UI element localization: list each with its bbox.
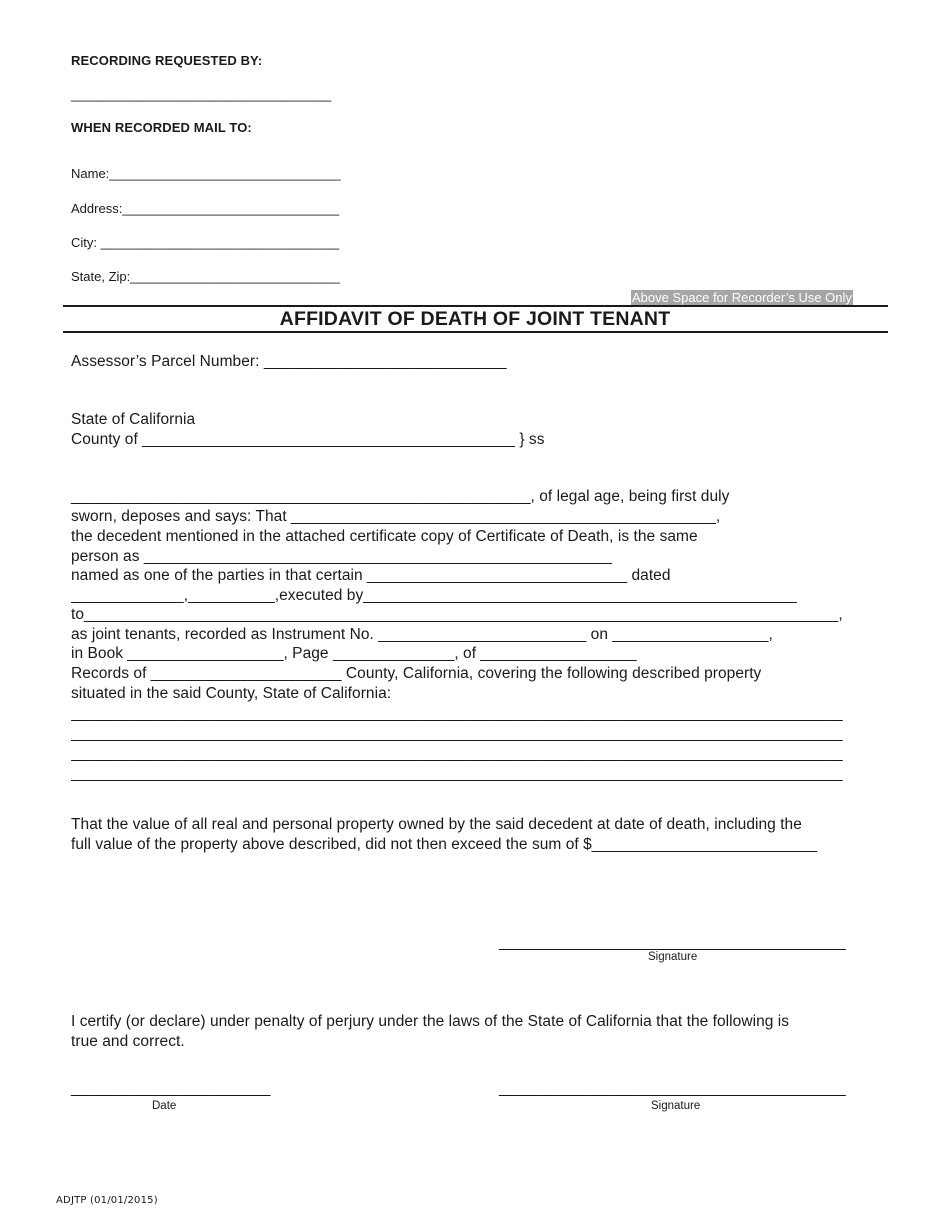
recording-requested-by-label: RECORDING REQUESTED BY:: [71, 53, 263, 68]
title-bottom-rule: [63, 331, 888, 333]
parcel-number-field[interactable]: Assessor’s Parcel Number: ____________________________: [71, 353, 507, 370]
signature-label: Signature: [648, 951, 698, 963]
affidavit-line[interactable]: Records of ______________________ County, California, covering the following described property: [71, 665, 762, 682]
venue-state: State of California: [71, 411, 196, 428]
address-field[interactable]: Address:______________________________: [71, 201, 340, 216]
property-description-line[interactable]: _________________________________________________________________________________________: [71, 725, 843, 742]
document-title: AFFIDAVIT OF DEATH OF JOINT TENANT: [279, 308, 671, 330]
name-field[interactable]: Name:________________________________: [71, 166, 341, 181]
certification-text: I certify (or declare) under penalty of perjury under the laws of the State of California that the following is: [71, 1013, 790, 1030]
signature-line[interactable]: ________________________________________: [499, 934, 846, 951]
certification-text: true and correct.: [71, 1033, 185, 1050]
signature-line[interactable]: ________________________________________: [499, 1080, 846, 1097]
venue-county-field[interactable]: County of ___________________________________________ } ss: [71, 431, 545, 448]
city-field[interactable]: City: _________________________________: [71, 235, 340, 250]
property-description-line[interactable]: _________________________________________________________________________________________: [71, 705, 843, 722]
signature-label: Signature: [651, 1100, 701, 1112]
title-top-rule: [63, 305, 888, 307]
affidavit-line: situated in the said County, State of California:: [71, 685, 392, 702]
value-statement-line: That the value of all real and personal property owned by the said decedent at date of death, including the: [71, 816, 802, 833]
date-line[interactable]: _______________________: [71, 1080, 271, 1097]
affidavit-line: the decedent mentioned in the attached certificate copy of Certificate of Death, is the same: [71, 528, 698, 545]
affidavit-line[interactable]: person as ______________________________________________________: [71, 548, 613, 565]
affidavit-line[interactable]: named as one of the parties in that certain ______________________________ dated: [71, 567, 671, 584]
affidavit-line[interactable]: as joint tenants, recorded as Instrument No. ________________________ on __________________,: [71, 626, 773, 643]
date-label: Date: [152, 1100, 177, 1112]
affidavit-line[interactable]: to_______________________________________________________________________________________,: [71, 606, 843, 623]
affidavit-line[interactable]: _____________,__________,executed by__________________________________________________: [71, 587, 797, 604]
recorder-use-note: Above Space for Recorder’s Use Only: [632, 290, 852, 305]
recording-requested-by-field[interactable]: ____________________________________: [71, 87, 332, 102]
affidavit-line[interactable]: _____________________________________________________, of legal age, being first duly: [71, 488, 730, 505]
affidavit-line[interactable]: sworn, deposes and says: That _________________________________________________,: [71, 508, 721, 525]
value-amount-field[interactable]: full value of the property above described, did not then exceed the sum of $__________________________: [71, 836, 818, 853]
affidavit-line[interactable]: in Book __________________, Page ______________, of __________________: [71, 645, 637, 662]
when-recorded-mail-to-label: WHEN RECORDED MAIL TO:: [71, 120, 252, 135]
property-description-line[interactable]: _________________________________________________________________________________________: [71, 745, 843, 762]
property-description-line[interactable]: _________________________________________________________________________________________: [71, 765, 843, 782]
state-zip-field[interactable]: State, Zip:_____________________________: [71, 269, 340, 284]
form-code: ADJTP (01/01/2015): [56, 1195, 158, 1206]
